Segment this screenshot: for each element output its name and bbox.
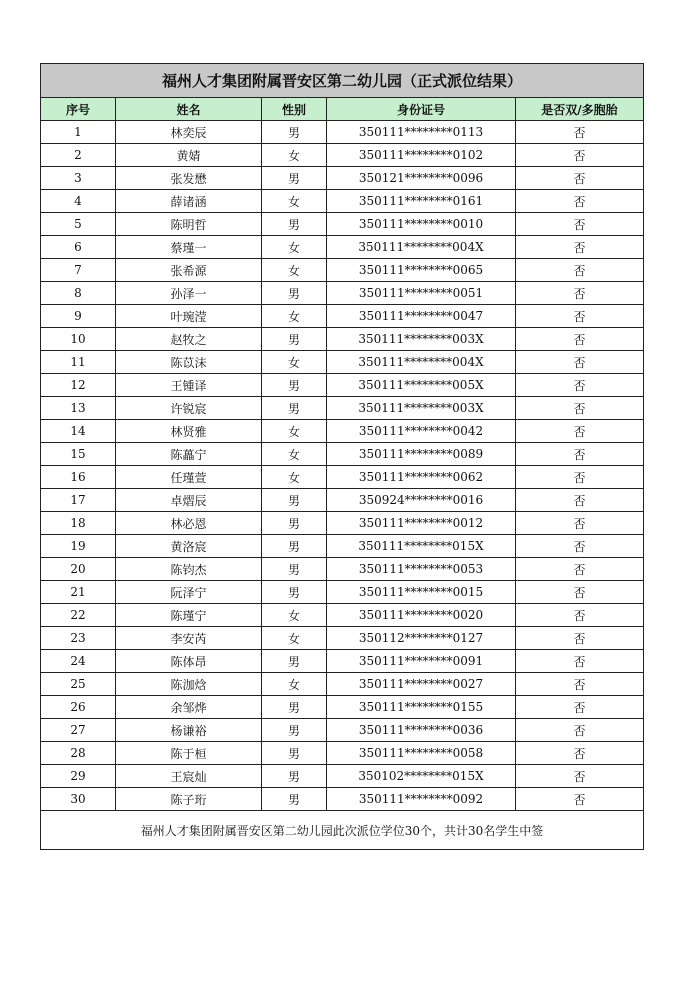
cell-twins: 否 [516,696,644,719]
cell-name: 张发懋 [116,167,262,190]
cell-twins: 否 [516,213,644,236]
cell-id-number: 350111********0102 [327,144,516,167]
cell-gender: 女 [262,305,327,328]
cell-serial: 23 [41,627,116,650]
header-id-number: 身份证号 [327,98,516,121]
table-row [41,328,644,351]
cell-gender: 男 [262,282,327,305]
cell-twins: 否 [516,742,644,765]
table-row [41,558,644,581]
cell-gender: 男 [262,167,327,190]
cell-name: 林奕辰 [116,121,262,144]
cell-serial: 12 [41,374,116,397]
table-row [41,374,644,397]
cell-twins: 否 [516,282,644,305]
cell-name: 薛诸涵 [116,190,262,213]
cell-name: 叶琬滢 [116,305,262,328]
cell-gender: 女 [262,236,327,259]
cell-gender: 男 [262,581,327,604]
cell-serial: 26 [41,696,116,719]
cell-name: 杨谦裕 [116,719,262,742]
cell-twins: 否 [516,512,644,535]
cell-twins: 否 [516,420,644,443]
cell-name: 王宸灿 [116,765,262,788]
table-row [41,397,644,420]
cell-id-number: 350111********0051 [327,282,516,305]
cell-id-number: 350111********0058 [327,742,516,765]
table-row [41,167,644,190]
cell-name: 蔡瑾一 [116,236,262,259]
cell-twins: 否 [516,489,644,512]
table-row [41,190,644,213]
cell-twins: 否 [516,443,644,466]
cell-serial: 3 [41,167,116,190]
cell-serial: 2 [41,144,116,167]
cell-name: 林必恩 [116,512,262,535]
cell-id-number: 350924********0016 [327,489,516,512]
cell-name: 陈藟宁 [116,443,262,466]
cell-serial: 27 [41,719,116,742]
cell-gender: 女 [262,259,327,282]
cell-name: 张希源 [116,259,262,282]
table-row [41,604,644,627]
table-row [41,282,644,305]
cell-name: 陈于桓 [116,742,262,765]
cell-gender: 男 [262,121,327,144]
cell-id-number: 350102********015X [327,765,516,788]
cell-twins: 否 [516,328,644,351]
cell-twins: 否 [516,397,644,420]
cell-name: 陈泇焓 [116,673,262,696]
cell-twins: 否 [516,650,644,673]
cell-name: 陈明哲 [116,213,262,236]
cell-serial: 28 [41,742,116,765]
cell-twins: 否 [516,305,644,328]
cell-serial: 16 [41,466,116,489]
cell-serial: 19 [41,535,116,558]
cell-id-number: 350111********015X [327,535,516,558]
table-row [41,121,644,144]
cell-id-number: 350111********0020 [327,604,516,627]
table-row [41,466,644,489]
cell-twins: 否 [516,558,644,581]
cell-twins: 否 [516,167,644,190]
cell-gender: 男 [262,213,327,236]
table-row [41,351,644,374]
cell-gender: 男 [262,719,327,742]
table-row [41,673,644,696]
cell-serial: 5 [41,213,116,236]
cell-id-number: 350111********0012 [327,512,516,535]
cell-id-number: 350112********0127 [327,627,516,650]
cell-id-number: 350111********0155 [327,696,516,719]
table-row [41,236,644,259]
cell-gender: 女 [262,673,327,696]
table-row [41,581,644,604]
header-gender: 性别 [262,98,327,121]
footer-note: 福州人才集团附属晋安区第二幼儿园此次派位学位30个，共计30名学生中签 [41,811,644,850]
cell-id-number: 350111********0053 [327,558,516,581]
cell-serial: 24 [41,650,116,673]
cell-gender: 男 [262,788,327,811]
table-row [41,788,644,811]
cell-serial: 14 [41,420,116,443]
cell-id-number: 350111********0042 [327,420,516,443]
table-row [41,535,644,558]
cell-gender: 男 [262,489,327,512]
cell-id-number: 350121********0096 [327,167,516,190]
cell-twins: 否 [516,765,644,788]
cell-serial: 11 [41,351,116,374]
cell-twins: 否 [516,466,644,489]
cell-twins: 否 [516,374,644,397]
cell-serial: 4 [41,190,116,213]
cell-gender: 男 [262,765,327,788]
cell-id-number: 350111********004X [327,351,516,374]
cell-serial: 20 [41,558,116,581]
cell-name: 陈钧杰 [116,558,262,581]
table-row [41,627,644,650]
table-row [41,742,644,765]
cell-gender: 男 [262,397,327,420]
cell-gender: 女 [262,144,327,167]
cell-twins: 否 [516,788,644,811]
header-twins: 是否双/多胞胎 [516,98,644,121]
cell-gender: 女 [262,604,327,627]
cell-gender: 女 [262,351,327,374]
cell-twins: 否 [516,581,644,604]
cell-id-number: 350111********0091 [327,650,516,673]
cell-twins: 否 [516,627,644,650]
cell-gender: 男 [262,328,327,351]
cell-serial: 22 [41,604,116,627]
cell-name: 任瑾萱 [116,466,262,489]
cell-gender: 男 [262,558,327,581]
cell-gender: 女 [262,190,327,213]
cell-twins: 否 [516,121,644,144]
cell-id-number: 350111********0036 [327,719,516,742]
cell-twins: 否 [516,190,644,213]
cell-gender: 女 [262,466,327,489]
cell-id-number: 350111********0113 [327,121,516,144]
cell-name: 林贤雅 [116,420,262,443]
cell-id-number: 350111********003X [327,397,516,420]
cell-twins: 否 [516,673,644,696]
cell-serial: 29 [41,765,116,788]
cell-name: 许锐宸 [116,397,262,420]
cell-serial: 9 [41,305,116,328]
cell-gender: 男 [262,512,327,535]
cell-gender: 男 [262,742,327,765]
table-row [41,489,644,512]
cell-name: 阮泽宁 [116,581,262,604]
cell-name: 余邹烨 [116,696,262,719]
cell-name: 孙泽一 [116,282,262,305]
cell-gender: 女 [262,627,327,650]
cell-id-number: 350111********0047 [327,305,516,328]
cell-serial: 8 [41,282,116,305]
cell-name: 陈体昂 [116,650,262,673]
cell-id-number: 350111********0092 [327,788,516,811]
cell-gender: 男 [262,535,327,558]
cell-serial: 7 [41,259,116,282]
cell-id-number: 350111********0089 [327,443,516,466]
cell-twins: 否 [516,351,644,374]
cell-serial: 17 [41,489,116,512]
cell-twins: 否 [516,259,644,282]
table-row [41,259,644,282]
cell-name: 陈子珩 [116,788,262,811]
table-body [41,121,644,811]
cell-serial: 10 [41,328,116,351]
cell-twins: 否 [516,535,644,558]
cell-id-number: 350111********004X [327,236,516,259]
table-row [41,420,644,443]
cell-gender: 女 [262,443,327,466]
cell-id-number: 350111********0015 [327,581,516,604]
cell-id-number: 350111********0027 [327,673,516,696]
header-serial: 序号 [41,98,116,121]
cell-id-number: 350111********0062 [327,466,516,489]
table-row [41,512,644,535]
cell-gender: 男 [262,374,327,397]
cell-name: 黄婧 [116,144,262,167]
cell-twins: 否 [516,144,644,167]
cell-gender: 男 [262,650,327,673]
result-table [40,63,644,850]
table-row [41,443,644,466]
cell-serial: 13 [41,397,116,420]
cell-id-number: 350111********0161 [327,190,516,213]
cell-id-number: 350111********0010 [327,213,516,236]
cell-serial: 1 [41,121,116,144]
header-name: 姓名 [116,98,262,121]
cell-name: 黄洛宸 [116,535,262,558]
cell-gender: 女 [262,420,327,443]
cell-twins: 否 [516,719,644,742]
table-row [41,144,644,167]
cell-name: 卓熠辰 [116,489,262,512]
table-row [41,305,644,328]
cell-serial: 6 [41,236,116,259]
cell-serial: 21 [41,581,116,604]
cell-serial: 18 [41,512,116,535]
cell-id-number: 350111********003X [327,328,516,351]
cell-twins: 否 [516,236,644,259]
table-title: 福州人才集团附属晋安区第二幼儿园（正式派位结果） [41,64,644,98]
cell-twins: 否 [516,604,644,627]
cell-id-number: 350111********005X [327,374,516,397]
cell-serial: 15 [41,443,116,466]
cell-name: 李安芮 [116,627,262,650]
cell-name: 陈瑾宁 [116,604,262,627]
cell-name: 赵牧之 [116,328,262,351]
cell-serial: 25 [41,673,116,696]
header-row [41,98,644,121]
table-row [41,765,644,788]
cell-name: 陈苡沫 [116,351,262,374]
table-row [41,719,644,742]
table-row [41,213,644,236]
table-row [41,696,644,719]
cell-serial: 30 [41,788,116,811]
cell-gender: 男 [262,696,327,719]
cell-id-number: 350111********0065 [327,259,516,282]
table-row [41,650,644,673]
cell-name: 王锺译 [116,374,262,397]
